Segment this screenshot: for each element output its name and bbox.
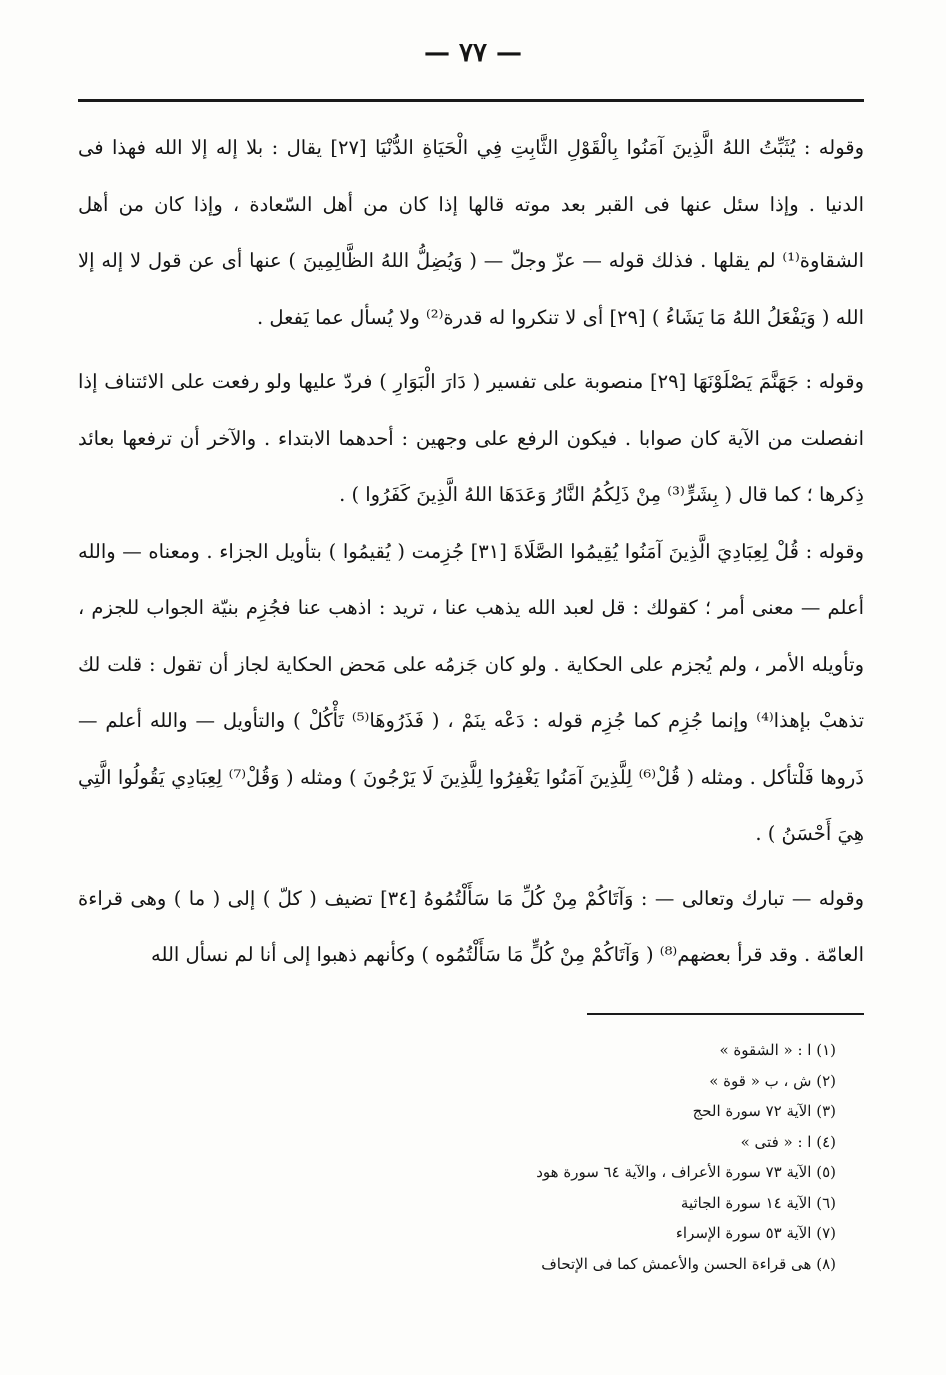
footnotes	[336, 1035, 836, 1279]
page-number: — ٧٧ —	[423, 38, 523, 68]
footnote: (١) ا : « الشقوة »	[719, 1041, 836, 1059]
paragraph: وقوله — تبارك وتعالى — : وَآتَاكُمْ مِنْ كُلِّ مَا سَأَلْتُمُوهُ [٣٤] تضيف ( كلّ ) إلى ( ما ) وهى قراءة العامّة . وقد قرأ بعضهم⁽⁸⁾ ( وَآتَاكُمْ مِنْ كُلٍّ مَا سَأَلْتُمُوه ) وكأنهم ذهبوا إلى أنا لم نسأل الله	[78, 886, 864, 966]
footnote-rule	[587, 1013, 864, 1015]
footnote: (٨) هى قراءة الحسن والأعمش كما فى الإتحاف	[541, 1254, 836, 1273]
paragraph: وقوله : قُلْ لِعِبَادِيَ الَّذِينَ آمَنُوا يُقِيمُوا الصَّلَاةَ [٣١] جُزِمت ( يُقيمُوا ) بتأويل الجزاء . ومعناه — والله أعلم — معنى أمر ؛ كقولك : قل لعبد الله يذهب عنا ، تريد : اذهب عنا فجُزِم بنيّة الجواب للجزم ، وتأويله الأمر ، ولم يُجزم على الحكاية . ولو كان جَزمُه على مَحض الحكاية لجاز أن تقول : قلت لك تذهبْ بإهذا⁽⁴⁾ وإنما جُزِم كما جُزِم قوله : دَعْه ينَمْ ، ( فَذَرُوهَا⁽⁵⁾ تَأْكُلْ ) والتأويل — والله أعلم — ذَروها فَلْتأكل . ومثله ( قُلْ⁽⁶⁾ لِلَّذِينَ آمَنُوا يَغْفِرُوا لِلَّذِينَ لَا يَرْجُونَ ) ومثله ( وَقُلْ⁽⁷⁾ لِعِبَادِي يَقُولُوا الَّتِي هِيَ أَحْسَنُ ) .	[78, 539, 865, 845]
header-rule	[78, 99, 864, 102]
paragraph: وقوله : يُثَبِّتُ اللهُ الَّذِينَ آمَنُوا بِالْقَوْلِ الثَّابِتِ فِي الْحَيَاةِ الدُّنْيَا [٢٧] يقال : بلا إله إلا الله فهذا فى الدنيا . وإذا سئل عنها فى القبر بعد موته قالها إذا كان من أهل السّعادة ، وإذا كان من أهل الشقاوة⁽¹⁾ لم يقلها . فذلك قوله — عزّ وجلّ — ( وَيُضِلُّ اللهُ الظَّالِمِينَ ) عنها أى عن قول لا إله إلا الله ( وَيَفْعَلُ اللهُ مَا يَشَاءُ ) [٢٩] أى لا تنكروا له قدرة⁽²⁾ ولا يُسأل عما يَفعل .	[78, 136, 864, 329]
main-text	[78, 120, 864, 984]
footnote: (٥) الآية ٧٣ سورة الأعراف ، والآية ٦٤ سورة هود	[536, 1163, 836, 1181]
footnote: (٢) ش ، ب « قوة »	[709, 1071, 836, 1090]
footnote: (٦) الآية ١٤ سورة الجاثية	[680, 1193, 836, 1212]
footnote: (٤) ا : « فتى »	[740, 1132, 836, 1151]
paragraph: وقوله : جَهَنَّمَ يَصْلَوْنَهَا [٢٩] منصوبة على تفسير ( دَارَ الْبَوَارِ ) فردّ عليها ولو رفعت على الائتناف إذا انفصلت من الآية كان صوابا . فيكون الرفع على وجهين : أحدهما الابتداء . والآخر أن ترفعها بعائد ذِكرها ؛ كما قال ( بِشَرٍّ⁽³⁾ مِنْ ذَلِكُمُ النَّارُ وَعَدَهَا اللهُ الَّذِينَ كَفَرُوا ) .	[78, 370, 864, 506]
footnote: (٧) الآية ٥٣ سورة الإسراء	[675, 1224, 836, 1242]
footnote: (٣) الآية ٧٢ سورة الحج	[692, 1102, 836, 1120]
